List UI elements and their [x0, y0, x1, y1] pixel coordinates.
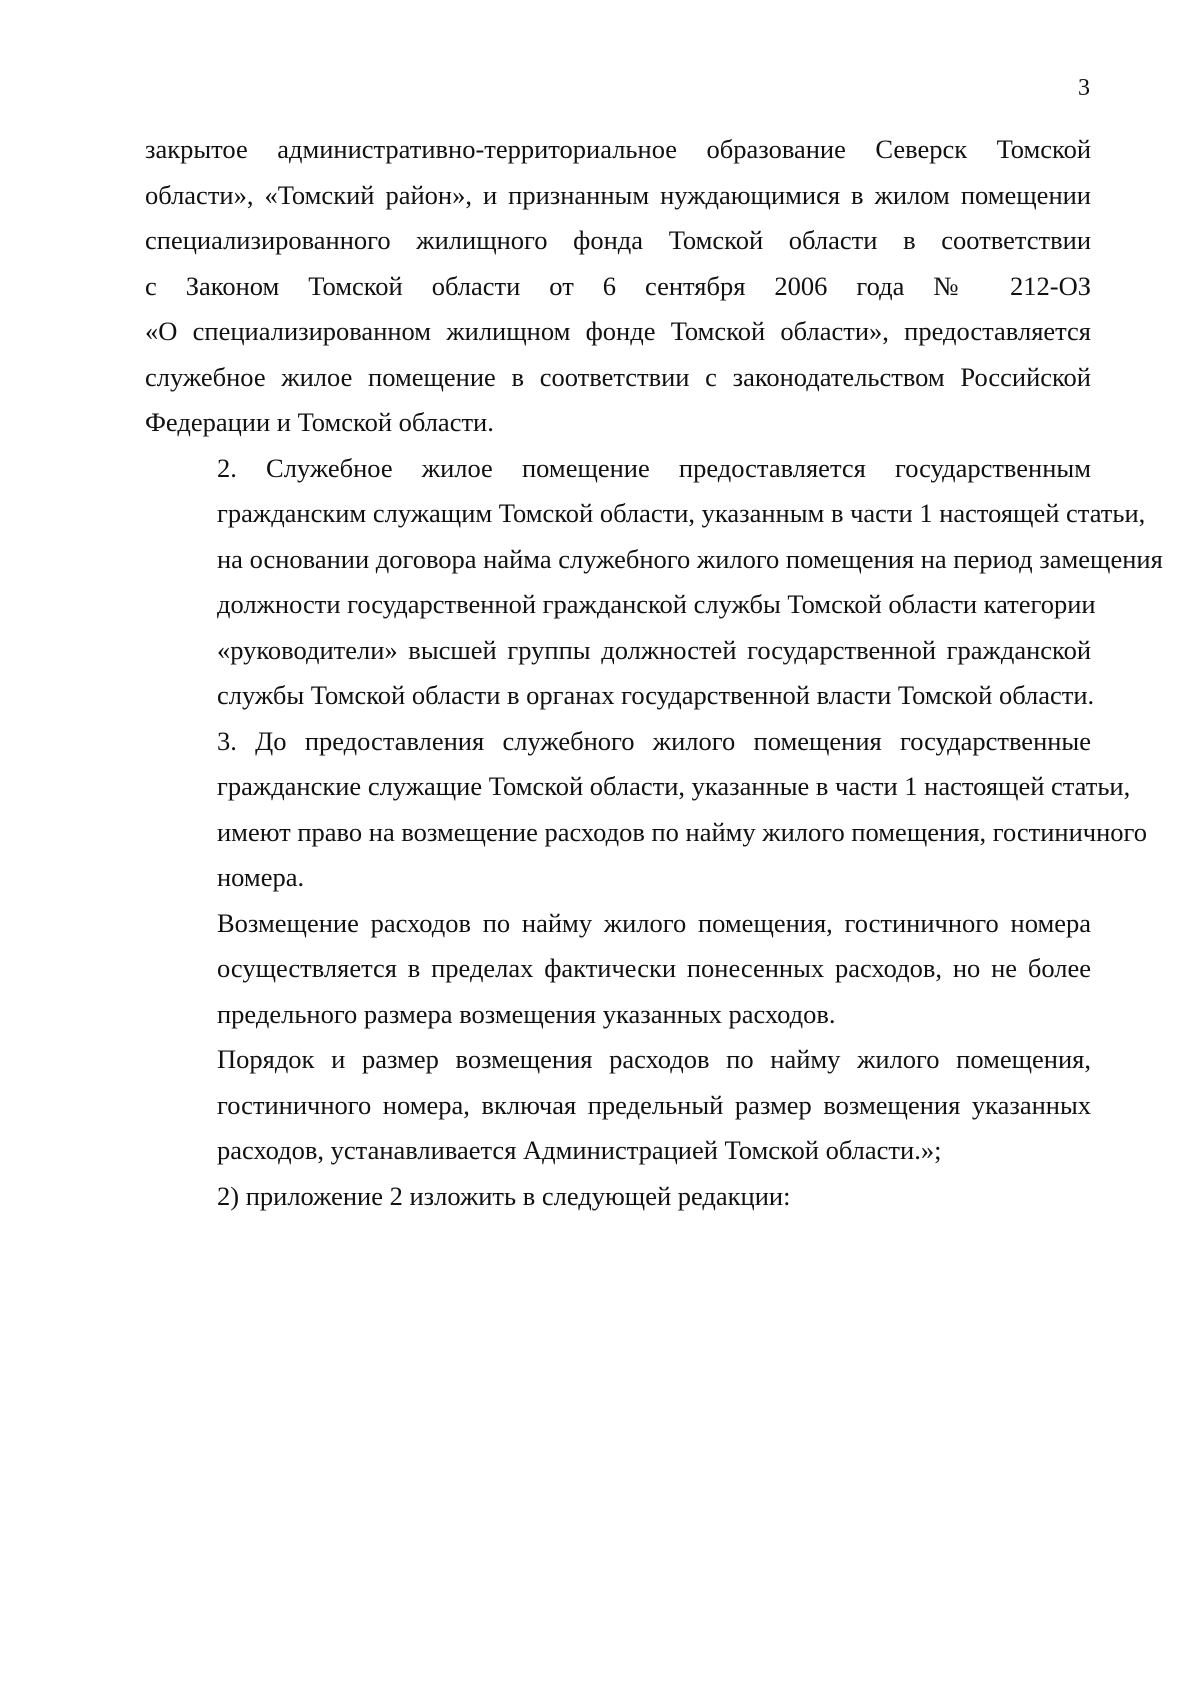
text-line: «руководители» высшей группы должностей государственной гражданской — [217, 634, 1091, 665]
paragraph-reimbursement-procedure — [145, 1037, 1091, 1174]
text-line: должности государственной гражданской службы Томской области категории — [217, 589, 1096, 619]
paragraph-item-2 — [145, 446, 1163, 719]
paragraph-1-continuation — [145, 127, 1091, 446]
text-line: расходов, устанавливается Администрацией Томской области.»; — [217, 1135, 942, 1165]
text-line: служебное жилое помещение в соответствии с законодательством Российской — [145, 361, 1091, 392]
text-line: имеют право на возмещение расходов по найму жилого помещения, гостиничного — [217, 816, 1148, 847]
paragraph-amendment-appendix-2 — [145, 1174, 1091, 1220]
text-line: специализированного жилищного фонда Томской области в соответствии — [145, 225, 1091, 255]
text-line: «О специализированном жилищном фонде Томской области», предоставляется — [145, 316, 1091, 346]
text-line: области», «Томский район», и признанным нуждающимися в жилом помещении — [145, 179, 1091, 210]
text-line: предельного размера возмещения указанных расходов. — [217, 998, 836, 1029]
text-line: 2. Служебное жилое помещение предоставляется государственным — [217, 452, 1091, 483]
text-line: службы Томской области в органах государственной власти Томской области. — [217, 680, 1095, 710]
text-line: Порядок и размер возмещения расходов по найму жилого помещения, — [217, 1044, 1091, 1074]
text-line: 2) приложение 2 изложить в следующей редакции: — [217, 1180, 791, 1211]
text-line: с Законом Томской области от 6 сентября 2006 года № 212-ОЗ — [145, 270, 1091, 301]
text-line: Возмещение расходов по найму жилого помещения, гостиничного номера — [217, 907, 1091, 938]
text-line: гостиничного номера, включая предельный размер возмещения указанных — [217, 1089, 1091, 1120]
paragraph-item-3 — [145, 719, 1148, 901]
document-body — [145, 127, 1163, 1219]
text-line: 3. До предоставления служебного жилого помещения государственные — [217, 725, 1091, 756]
text-line: на основании договора найма служебного жилого помещения на период замещения — [217, 543, 1163, 574]
text-line: осуществляется в пределах фактически понесенных расходов, но не более — [217, 953, 1091, 983]
paragraph-reimbursement-limits — [145, 901, 1091, 1038]
text-line: Федерации и Томской области. — [145, 407, 494, 437]
text-line: закрытое административно-территориальное образование Северск Томской — [145, 134, 1091, 164]
text-line: гражданские служащие Томской области, указанные в части 1 настоящей статьи, — [217, 771, 1131, 801]
text-line: номера. — [217, 862, 305, 892]
page-number: 3 — [1078, 75, 1090, 101]
text-line: гражданским служащим Томской области, указанным в части 1 настоящей статьи, — [217, 498, 1146, 528]
